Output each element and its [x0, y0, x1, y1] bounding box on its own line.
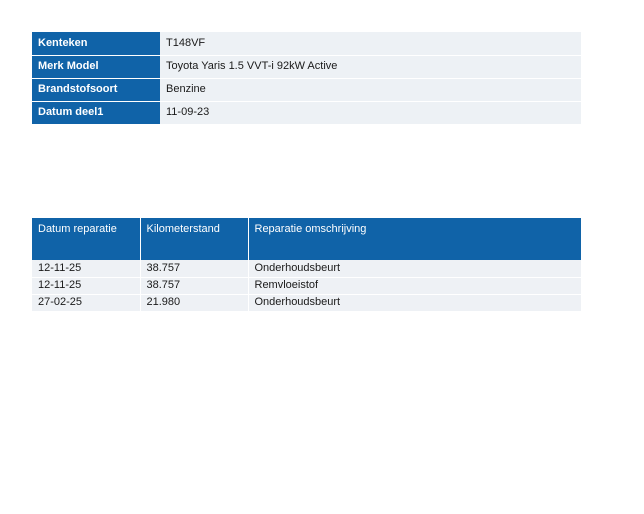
- column-header-reparatie-omschrijving: Reparatie omschrijving: [248, 218, 581, 260]
- repair-description: Remvloeistof: [248, 277, 581, 294]
- vehicle-info-label-brandstofsoort: Brandstofsoort: [32, 78, 160, 101]
- vehicle-info-label-datum-deel1: Datum deel1: [32, 101, 160, 124]
- repair-history-header-row: [32, 218, 581, 260]
- table-row: [32, 294, 581, 311]
- table-row: [32, 260, 581, 277]
- repair-mileage: 21.980: [140, 294, 248, 311]
- table-row: [32, 55, 581, 78]
- table-row: [32, 78, 581, 101]
- repair-description: Onderhoudsbeurt: [248, 260, 581, 277]
- column-header-kilometerstand: Kilometerstand: [140, 218, 248, 260]
- column-header-datum-reparatie: Datum reparatie: [32, 218, 140, 260]
- repair-date: 27-02-25: [32, 294, 140, 311]
- repair-mileage: 38.757: [140, 260, 248, 277]
- vehicle-info-label-merk-model: Merk Model: [32, 55, 160, 78]
- vehicle-info-label-kenteken: Kenteken: [32, 32, 160, 55]
- vehicle-info-table: [32, 32, 581, 124]
- table-row: [32, 101, 581, 124]
- repair-description: Onderhoudsbeurt: [248, 294, 581, 311]
- vehicle-info-value-brandstofsoort: Benzine: [160, 78, 581, 101]
- vehicle-info-value-kenteken: T148VF: [160, 32, 581, 55]
- vehicle-info-value-merk-model: Toyota Yaris 1.5 VVT-i 92kW Active: [160, 55, 581, 78]
- repair-date: 12-11-25: [32, 260, 140, 277]
- vehicle-info-value-datum-deel1: 11-09-23: [160, 101, 581, 124]
- table-row: [32, 32, 581, 55]
- repair-date: 12-11-25: [32, 277, 140, 294]
- repair-mileage: 38.757: [140, 277, 248, 294]
- repair-history-table: [32, 218, 581, 311]
- table-row: [32, 277, 581, 294]
